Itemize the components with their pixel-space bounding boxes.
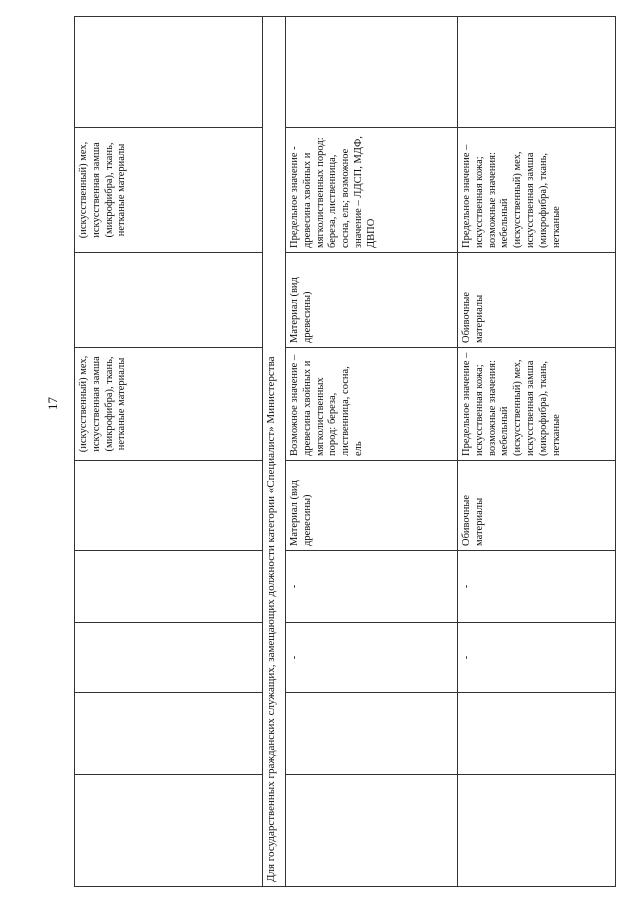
table-cell: (искусственный) мех, искусственная замша (микрофибра), ткань, нетканые материалы: [75, 348, 263, 461]
table-cell: -: [286, 551, 458, 623]
table-cell: [75, 775, 263, 887]
requirements-table: [74, 16, 616, 887]
table-cell: -: [458, 623, 616, 693]
table-cell: [75, 551, 263, 623]
table-cell: [286, 17, 458, 128]
table-cell: [75, 623, 263, 693]
table-row: [75, 17, 263, 887]
table-cell: [286, 693, 458, 775]
table-cell: [286, 775, 458, 887]
table-cell: [458, 17, 616, 128]
table-cell: -: [458, 551, 616, 623]
table-cell: Материал (вид древесины): [286, 253, 458, 348]
table-cell: Обивочные материалы: [458, 461, 616, 551]
page-number: 17: [45, 397, 60, 410]
table-cell: -: [286, 623, 458, 693]
section-row: [263, 17, 286, 887]
table-row: [286, 17, 458, 887]
table-cell: [75, 17, 263, 128]
rotated-table-container: [74, 17, 610, 887]
table-cell: Предельное значение – искусственная кожа; возможные значения: мебельный (искусственный) мех, искусственная замша (микрофибра), ткань, нетканые: [458, 128, 616, 253]
table-cell: [458, 693, 616, 775]
table-row: [458, 17, 616, 887]
section-title: Для государственных гражданских служащих, замещающих должности категории «Специалист» Министерства: [263, 17, 286, 887]
table-cell: (искусственный) мех, искусственная замша (микрофибра), ткань, нетканые материалы: [75, 128, 263, 253]
table-cell: Обивочные материалы: [458, 253, 616, 348]
table-cell: Материал (вид древесины): [286, 461, 458, 551]
table-cell: Возможное значение – древесина хвойных и мягколиственных пород: береза, лиственница, сосна, ель: [286, 348, 458, 461]
table-cell: [75, 461, 263, 551]
table-cell: [75, 693, 263, 775]
table-cell: [75, 253, 263, 348]
table-cell: Предельное значение - древесина хвойных и мягколиственных пород: береза, лиственница, сосна, ель; возможное значение – ЛДСП, МДФ, ДВПО: [286, 128, 458, 253]
table-cell: [458, 775, 616, 887]
table-cell: Предельное значение – искусственная кожа; возможные значения: мебельный (искусственный) мех, искусственная замша (микрофибра), ткань, нетканые: [458, 348, 616, 461]
